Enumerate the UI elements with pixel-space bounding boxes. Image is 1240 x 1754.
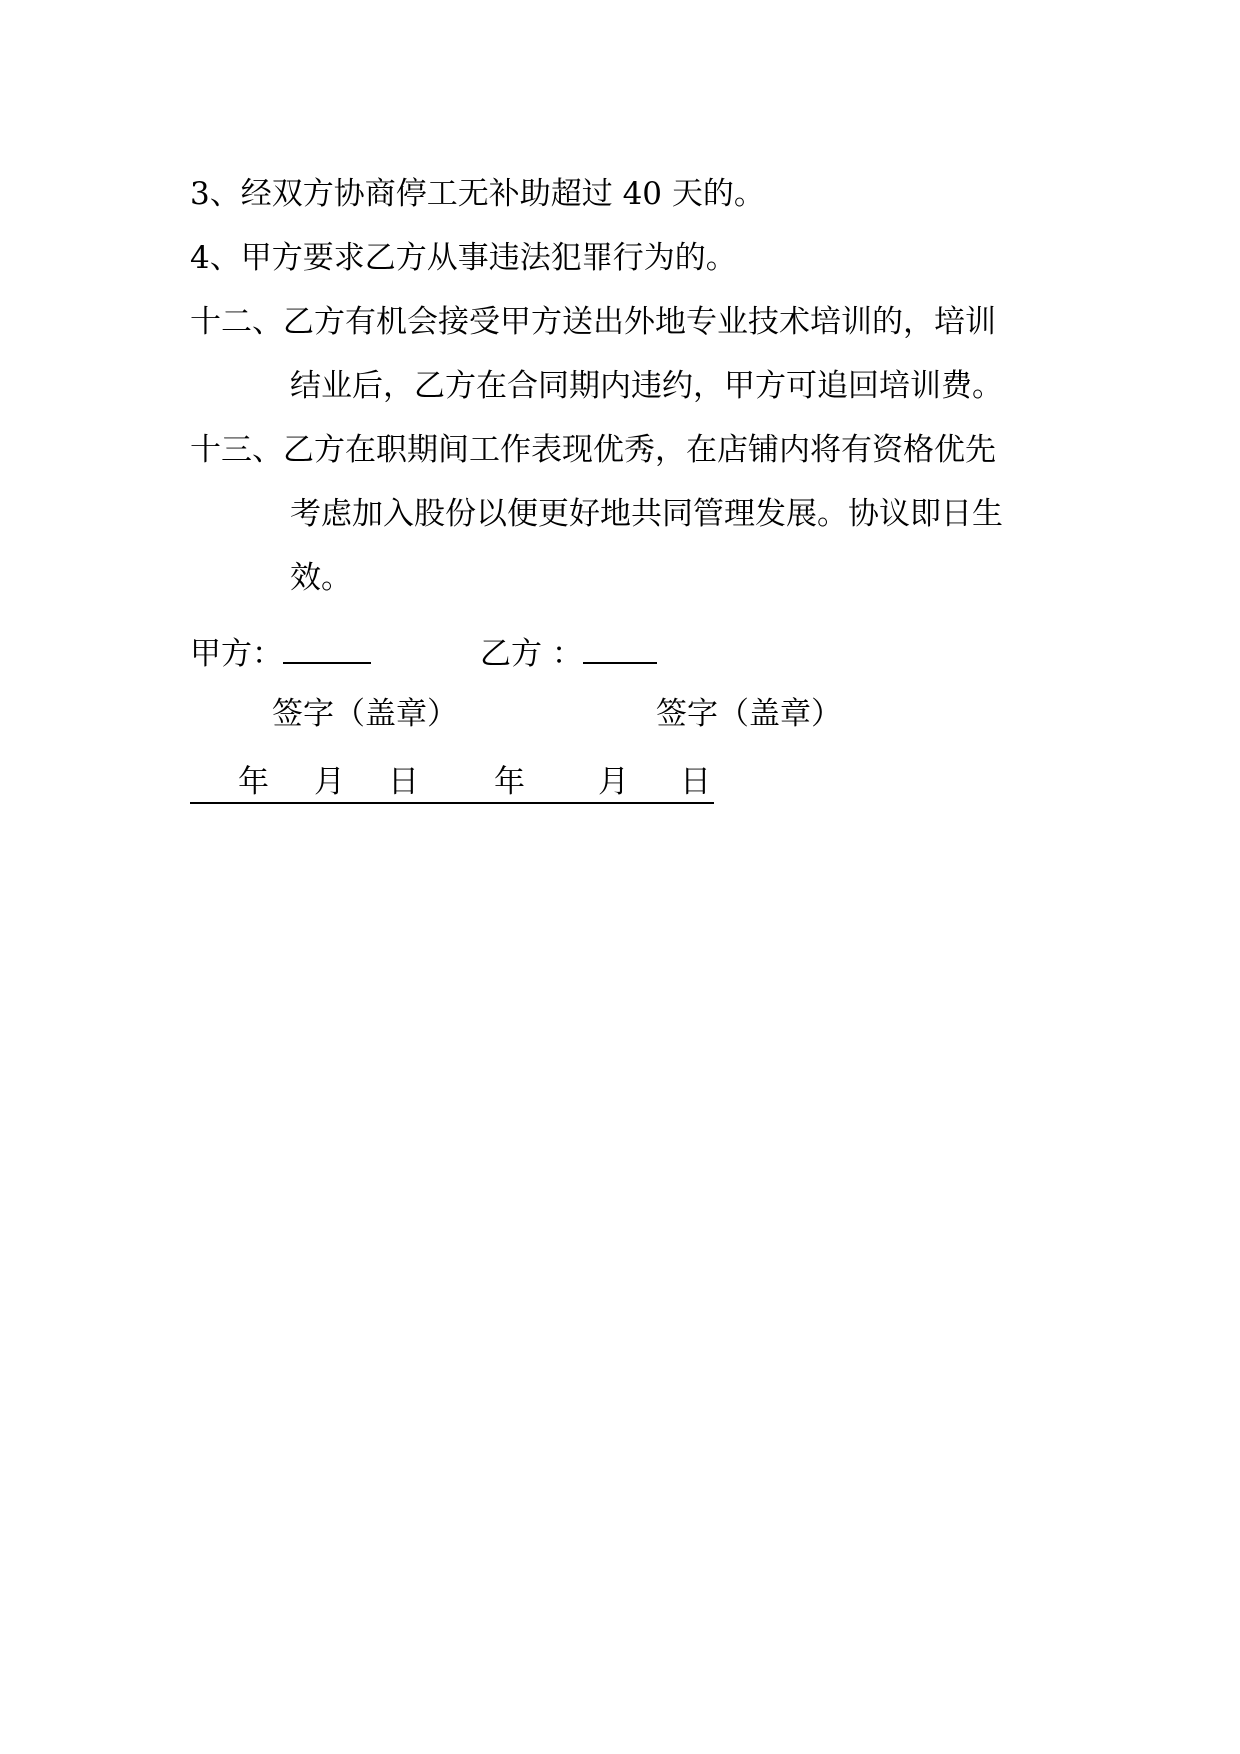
clause-12-line-1: 十二、乙方有机会接受甲方送出外地专业技术培训的，培训 xyxy=(190,304,996,340)
date-row xyxy=(190,762,714,804)
party-b-blank xyxy=(583,630,657,664)
party-b-row xyxy=(480,630,657,674)
date-year-1: 年 xyxy=(238,764,269,800)
date-year-2: 年 xyxy=(494,764,525,800)
clause-13-line-1: 十三、乙方在职期间工作表现优秀，在店铺内将有资格优先 xyxy=(190,432,996,468)
party-b-label: 乙方 ： xyxy=(480,636,583,672)
date-day-1: 日 xyxy=(388,764,419,800)
party-a-row xyxy=(190,630,371,674)
date-month-1: 月 xyxy=(314,764,345,800)
clause-item-3: 3、经双方协商停工无补助超过 40 天的。 xyxy=(190,176,765,212)
party-a-label: 甲方： xyxy=(190,636,283,672)
clause-13-line-3: 效。 xyxy=(290,560,352,596)
clause-12-line-2: 结业后，乙方在合同期内违约，甲方可追回培训费。 xyxy=(290,368,1003,404)
date-month-2: 月 xyxy=(598,764,629,800)
sign-seal-left: 签字（盖章） xyxy=(272,696,458,732)
sign-seal-right: 签字（盖章） xyxy=(656,696,842,732)
clause-13-line-2: 考虑加入股份以便更好地共同管理发展。协议即日生 xyxy=(290,496,1003,532)
party-a-blank xyxy=(283,630,371,664)
date-day-2: 日 xyxy=(680,764,711,800)
clause-item-4: 4、甲方要求乙方从事违法犯罪行为的。 xyxy=(190,240,737,276)
